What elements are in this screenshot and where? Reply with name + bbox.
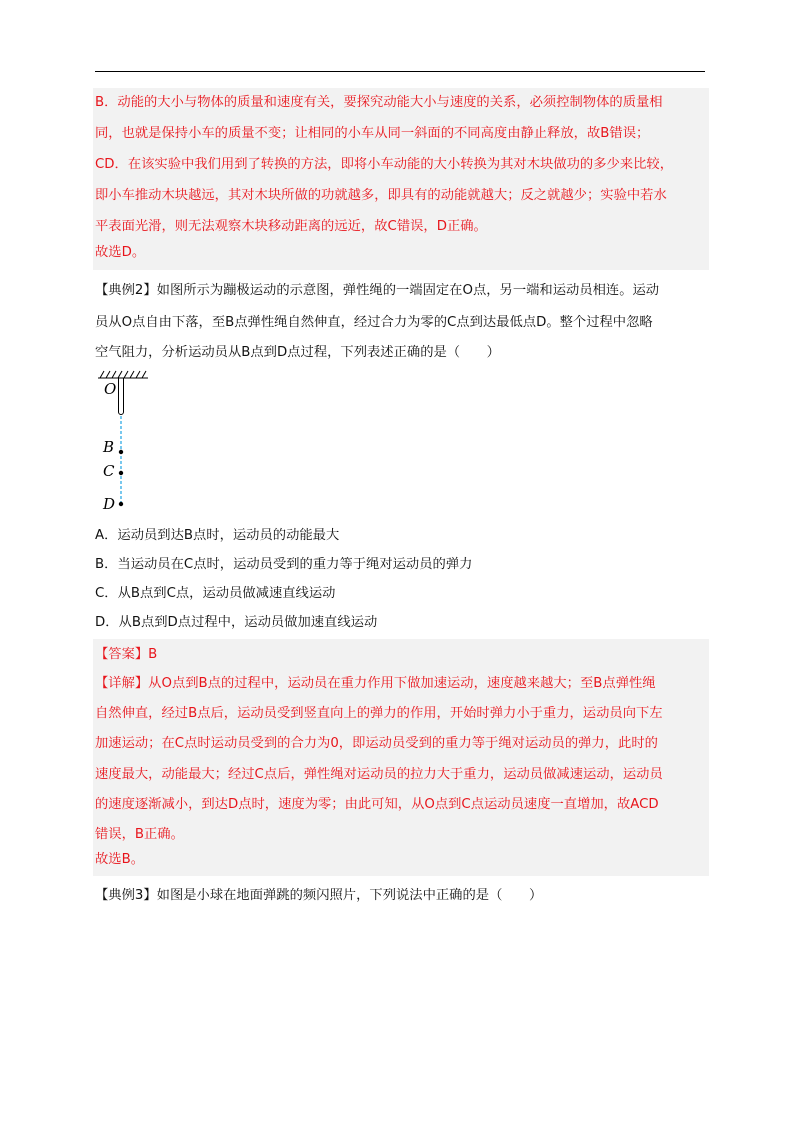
detail-line: 【详解】从O点到B点的过程中，运动员在重力作用下做加速运动，速度越来越大；至B点弹性绳	[95, 676, 656, 691]
point-b	[119, 450, 123, 454]
option-a: A．运动员到达B点时，运动员的动能最大	[95, 528, 340, 543]
point-d	[119, 502, 123, 506]
ceiling-hatch	[98, 371, 148, 378]
option-b: B．当运动员在C点时，运动员受到的重力等于绳对运动员的弹力	[95, 557, 473, 572]
detail-line: 速度最大，动能最大；经过C点后，弹性绳对运动员的拉力大于重力，运动员做减速运动，运动员	[95, 767, 663, 782]
answer-1-line: B．动能的大小与物体的质量和速度有关，要探究动能大小与速度的关系，必须控制物体的质量相	[95, 95, 663, 110]
label-o: O	[104, 380, 117, 398]
detail-line: 的速度逐渐减小，到达D点时，速度为零；由此可知，从O点到C点运动员速度一直增加，故ACD	[95, 797, 659, 812]
answer-block-2	[93, 639, 709, 876]
detail-line: 加速运动；在C点时运动员受到的合力为0，即运动员受到的重力等于绳对运动员的弹力，此时的	[95, 736, 658, 751]
label-c: C	[103, 462, 115, 480]
header-rule	[95, 71, 705, 72]
option-c: C．从B点到C点，运动员做减速直线运动	[95, 586, 336, 601]
example-3-line: 【典例3】如图是小球在地面弹跳的频闪照片，下列说法中正确的是（ ）	[95, 888, 543, 903]
answer-1-line: CD．在该实验中我们用到了转换的方法，即将小车动能的大小转换为其对木块做功的多少来比较，	[95, 157, 673, 172]
bungee-diagram	[90, 368, 170, 518]
elastic-rope	[119, 378, 124, 415]
example-2-line: 【典例2】如图所示为蹦极运动的示意图，弹性绳的一端固定在O点，另一端和运动员相连。运动	[95, 283, 660, 298]
answer-1-line: 即小车推动木块越远，其对木块所做的功就越多，即具有的动能就越大；反之就越少；实验中若水	[95, 188, 667, 203]
point-c	[119, 471, 123, 475]
option-d: D．从B点到D点过程中，运动员做加速直线运动	[95, 615, 378, 630]
answer-block-1	[93, 88, 709, 270]
example-2-line: 空气阻力，分析运动员从B点到D点过程，下列表述正确的是（ ）	[95, 345, 500, 360]
detail-line: 自然伸直，经过B点后，运动员受到竖直向上的弹力的作用，开始时弹力小于重力，运动员向下左	[95, 706, 663, 721]
answer-1-line: 平表面光滑，则无法观察木块移动距离的远近，故C错误，D正确。	[95, 219, 487, 234]
answer-label: 【答案】B	[95, 647, 158, 662]
answer-1-line: 同，也就是保持小车的质量不变；让相同的小车从同一斜面的不同高度由静止释放，故B错误；	[95, 126, 650, 141]
label-b: B	[103, 438, 115, 456]
example-2-line: 员从O点自由下落，至B点弹性绳自然伸直，经过合力为零的C点到达最低点D。整个过程中忽略	[95, 315, 653, 330]
detail-line: 故选B。	[95, 852, 145, 867]
answer-1-line: 故选D。	[95, 245, 146, 260]
label-d: D	[103, 495, 116, 513]
detail-line: 错误，B正确。	[95, 827, 184, 842]
